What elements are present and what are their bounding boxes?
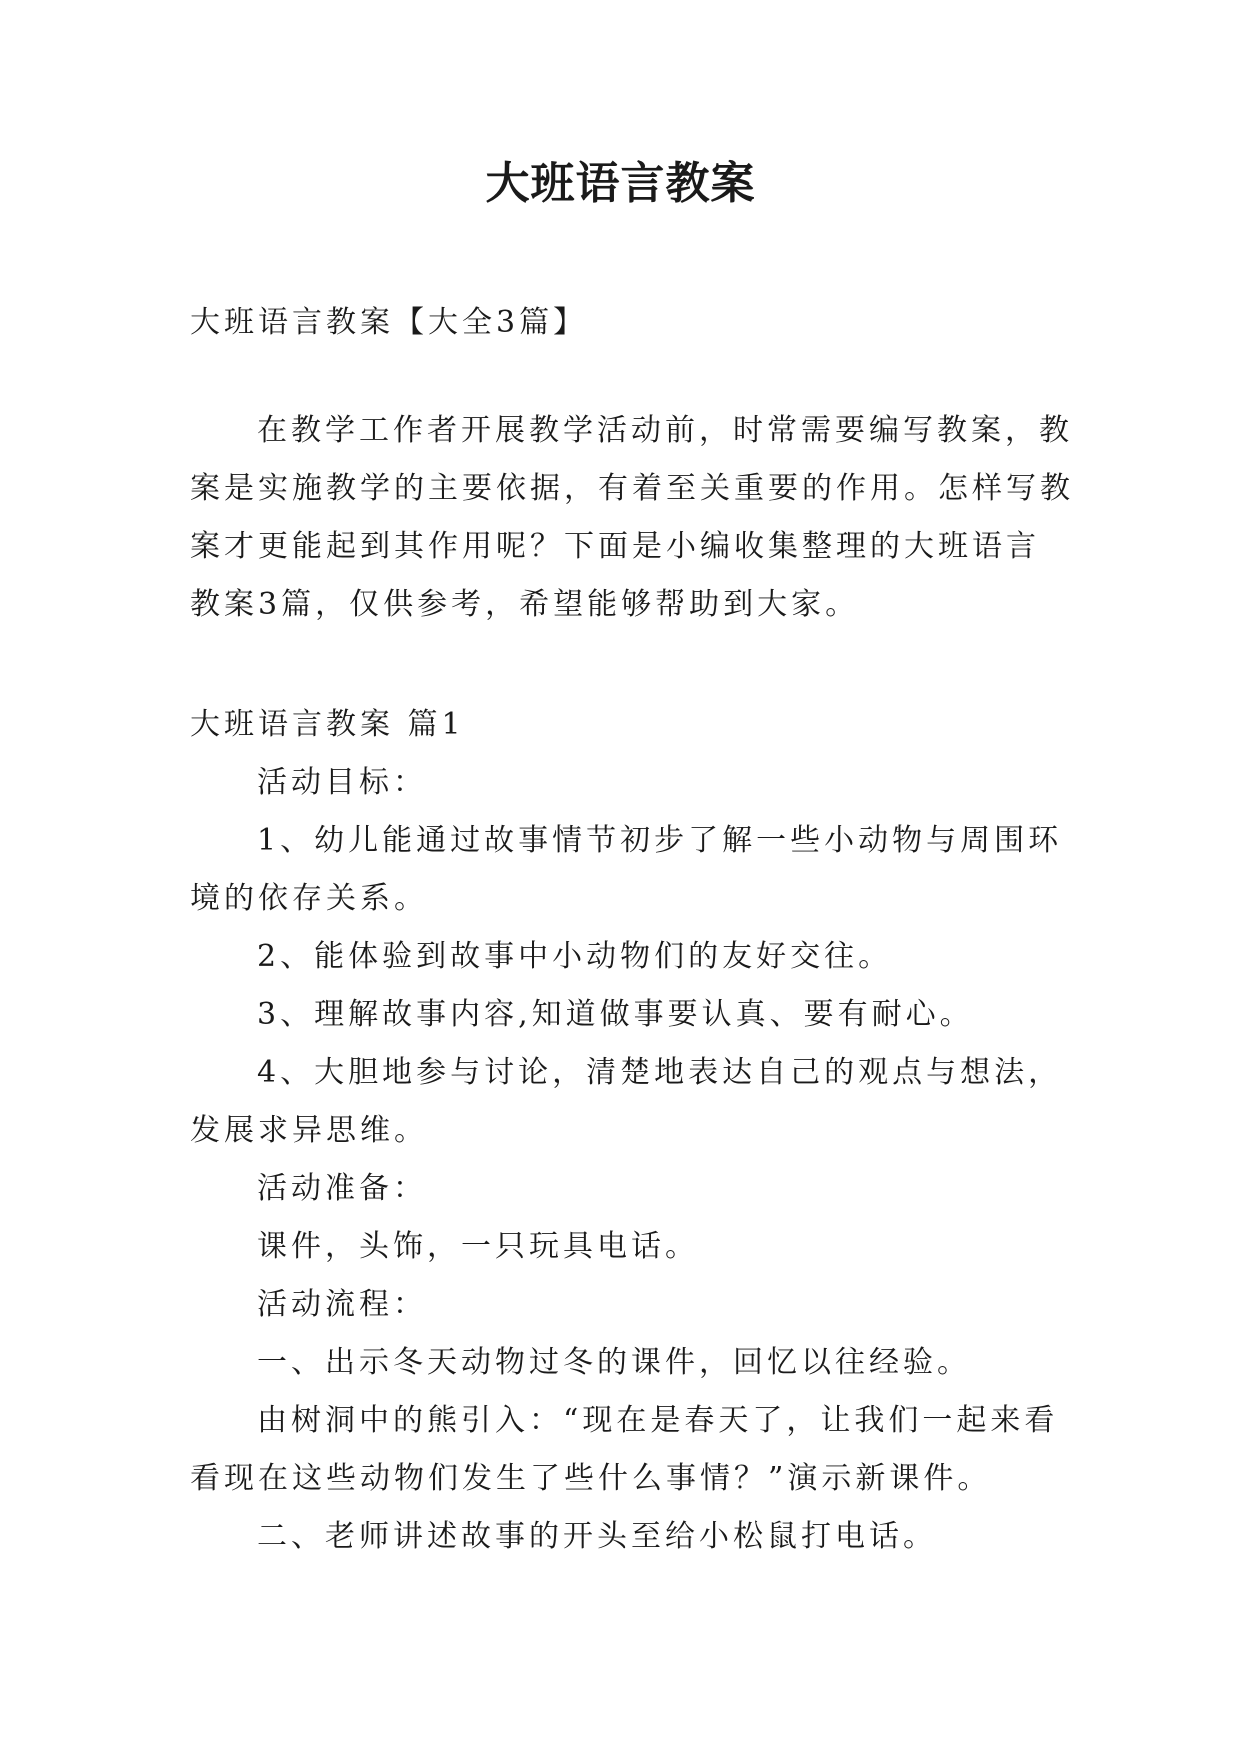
body-line: 一、出示冬天动物过冬的课件，回忆以往经验。 (257, 1345, 971, 1380)
body-line: 3、理解故事内容,知道做事要认真、要有耐心。 (257, 997, 974, 1032)
section-heading: 大班语言教案 篇1 (190, 707, 465, 742)
intro-line: 案才更能起到其作用呢？下面是小编收集整理的大班语言 (190, 529, 1040, 564)
body-line: 由树洞中的熊引入：“现在是春天了，让我们一起来看 (257, 1403, 1059, 1438)
activity-flow-heading: 活动流程： (257, 1287, 427, 1322)
body-line: 课件，头饰，一只玩具电话。 (257, 1229, 699, 1264)
body-line: 境的依存关系。 (190, 881, 428, 916)
intro-line: 案是实施教学的主要依据，有着至关重要的作用。怎样写教 (190, 471, 1074, 506)
activity-prep-heading: 活动准备： (257, 1171, 427, 1206)
body-line: 看现在这些动物们发生了些什么事情？”演示新课件。 (190, 1461, 992, 1496)
intro-line: 教案3篇，仅供参考，希望能够帮助到大家。 (190, 587, 860, 622)
body-line: 二、老师讲述故事的开头至给小松鼠打电话。 (257, 1519, 937, 1554)
body-line: 4、大胆地参与讨论，清楚地表达自己的观点与想法， (257, 1055, 1063, 1090)
body-line: 2、能体验到故事中小动物们的友好交往。 (257, 939, 893, 974)
intro-line: 在教学工作者开展教学活动前，时常需要编写教案，教 (257, 413, 1073, 448)
document-title: 大班语言教案 (485, 158, 756, 209)
document-subtitle: 大班语言教案【大全3篇】 (190, 305, 588, 340)
body-line: 发展求异思维。 (190, 1113, 428, 1148)
activity-goals-heading: 活动目标： (257, 765, 427, 800)
body-line: 1、幼儿能通过故事情节初步了解一些小动物与周围环 (257, 823, 1063, 858)
